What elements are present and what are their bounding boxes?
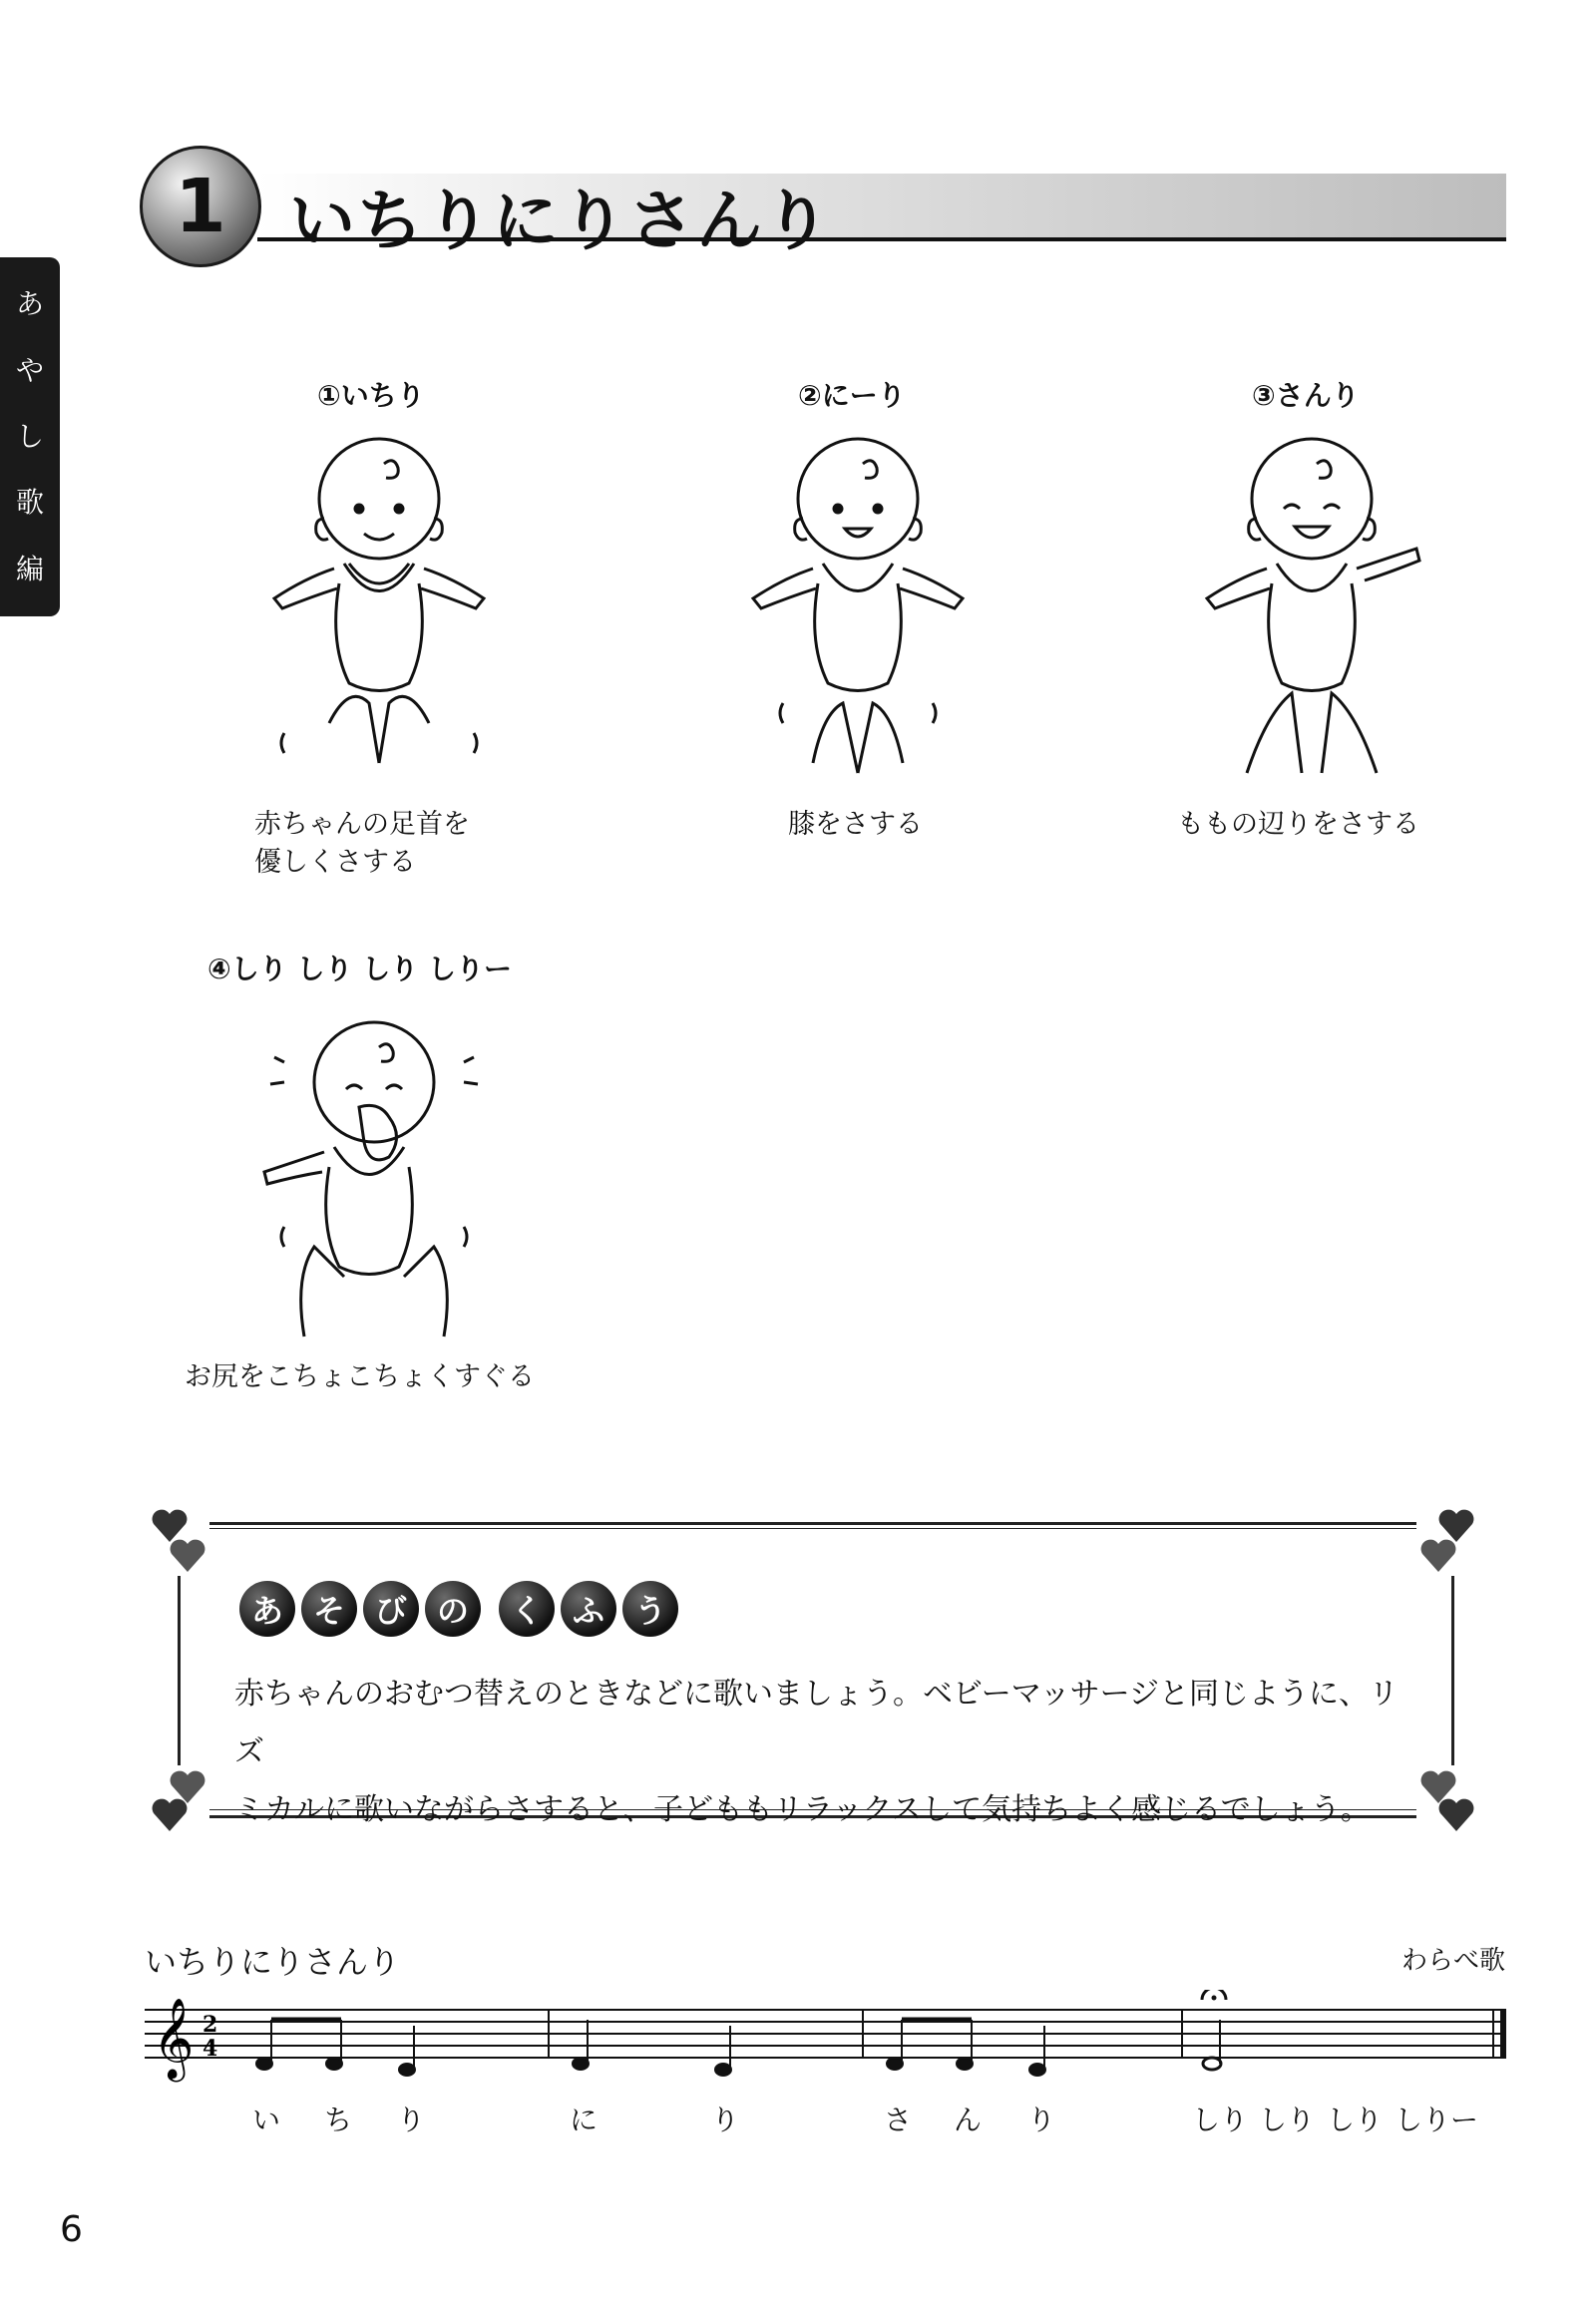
tip-border-right <box>1451 1576 1454 1765</box>
tip-box <box>150 1506 1476 1835</box>
tip-border-left <box>178 1576 181 1765</box>
lyric-syllable: り <box>711 2104 740 2136</box>
tip-badge: く <box>499 1581 555 1637</box>
tip-border-top <box>209 1522 1416 1525</box>
baby-illustration-1 <box>254 424 504 783</box>
lyric-syllable: しり <box>1327 2104 1384 2136</box>
tip-badge: あ <box>239 1581 295 1637</box>
treble-clef-icon: 𝄞 <box>153 1997 195 2079</box>
side-tab <box>0 257 60 616</box>
tip-badge: そ <box>301 1581 357 1637</box>
tip-text-line: 赤ちゃんのおむつ替えのときなどに歌いましょう。ベビーマッサージと同じように、リズ <box>234 1677 1398 1769</box>
page-title: いちりにりさんり <box>289 183 832 259</box>
lyric-syllable: しりー <box>1395 2104 1479 2136</box>
caption-line: ももの辺りをさする <box>1177 809 1419 840</box>
section-header <box>140 146 1506 275</box>
song-origin: わらべ歌 <box>1401 1946 1506 1976</box>
lyric-syllable: に <box>570 2104 598 2136</box>
baby-illustration-4 <box>244 1007 504 1346</box>
step-label-2: ②にーり <box>798 379 906 412</box>
note <box>326 2058 342 2070</box>
step-caption-3 <box>1177 806 1419 844</box>
half-note <box>1203 2058 1221 2070</box>
time-signature-top: 2 <box>202 2012 218 2038</box>
note <box>957 2058 973 2070</box>
note <box>399 2064 415 2076</box>
step-caption-1 <box>254 806 470 882</box>
lyric-syllable: り <box>397 2104 426 2136</box>
tip-badge: び <box>363 1581 419 1637</box>
note <box>256 2058 272 2070</box>
lyric-syllable: い <box>252 2104 281 2136</box>
heart-icon <box>168 1767 207 1807</box>
section-number: 1 <box>175 164 226 249</box>
tip-text-line: ミカルに歌いながらさすると、子どももリラックスして気持ちよく感じるでしょう。 <box>234 1792 1371 1827</box>
side-tab-char: や <box>15 353 44 387</box>
tip-heading <box>239 1581 678 1637</box>
baby-illustration-2 <box>733 424 983 783</box>
section-number-badge <box>140 146 261 267</box>
tip-badge: の <box>425 1581 481 1637</box>
step-label-1: ①いちり <box>317 379 425 412</box>
note <box>887 2058 903 2070</box>
lyric-syllable: しり <box>1192 2104 1249 2136</box>
side-tab-char: 歌 <box>15 486 44 520</box>
lyric-syllable: さ <box>884 2104 913 2136</box>
note <box>715 2064 731 2076</box>
song-title: いちりにりさんり <box>145 1943 401 1981</box>
lyric-syllable: ち <box>324 2104 353 2136</box>
tip-badge: ふ <box>561 1581 616 1637</box>
heart-icon <box>1418 1536 1458 1576</box>
note <box>573 2058 589 2070</box>
lyric-syllable: ん <box>954 2104 983 2136</box>
tip-text <box>234 1666 1411 1839</box>
heart-icon <box>1418 1767 1458 1807</box>
lyric-syllable: り <box>1027 2104 1056 2136</box>
caption-line: 赤ちゃんの足首を <box>254 809 470 840</box>
step-label-4: ④しり しり しり しりー <box>207 953 512 985</box>
lyric-syllable: しり <box>1259 2104 1316 2136</box>
caption-line: 膝をさする <box>788 809 923 840</box>
tip-border-top-inner <box>209 1528 1416 1529</box>
step-caption-2 <box>788 806 923 844</box>
page-number: 6 <box>60 2209 83 2250</box>
caption-line: 優しくさする <box>254 847 416 878</box>
music-staff <box>145 1990 1511 2100</box>
step-caption-4 <box>185 1358 535 1396</box>
baby-illustration-3 <box>1187 424 1436 783</box>
note <box>1029 2064 1045 2076</box>
caption-line: お尻をこちょこちょくすぐる <box>185 1361 535 1392</box>
heart-icon <box>168 1536 207 1576</box>
side-tab-char: あ <box>15 287 44 321</box>
step-label-3: ③さんり <box>1252 379 1360 412</box>
side-tab-char: し <box>15 419 44 453</box>
tip-badge: う <box>622 1581 678 1637</box>
time-signature-bottom: 4 <box>202 2036 218 2062</box>
side-tab-char: 編 <box>15 552 44 585</box>
